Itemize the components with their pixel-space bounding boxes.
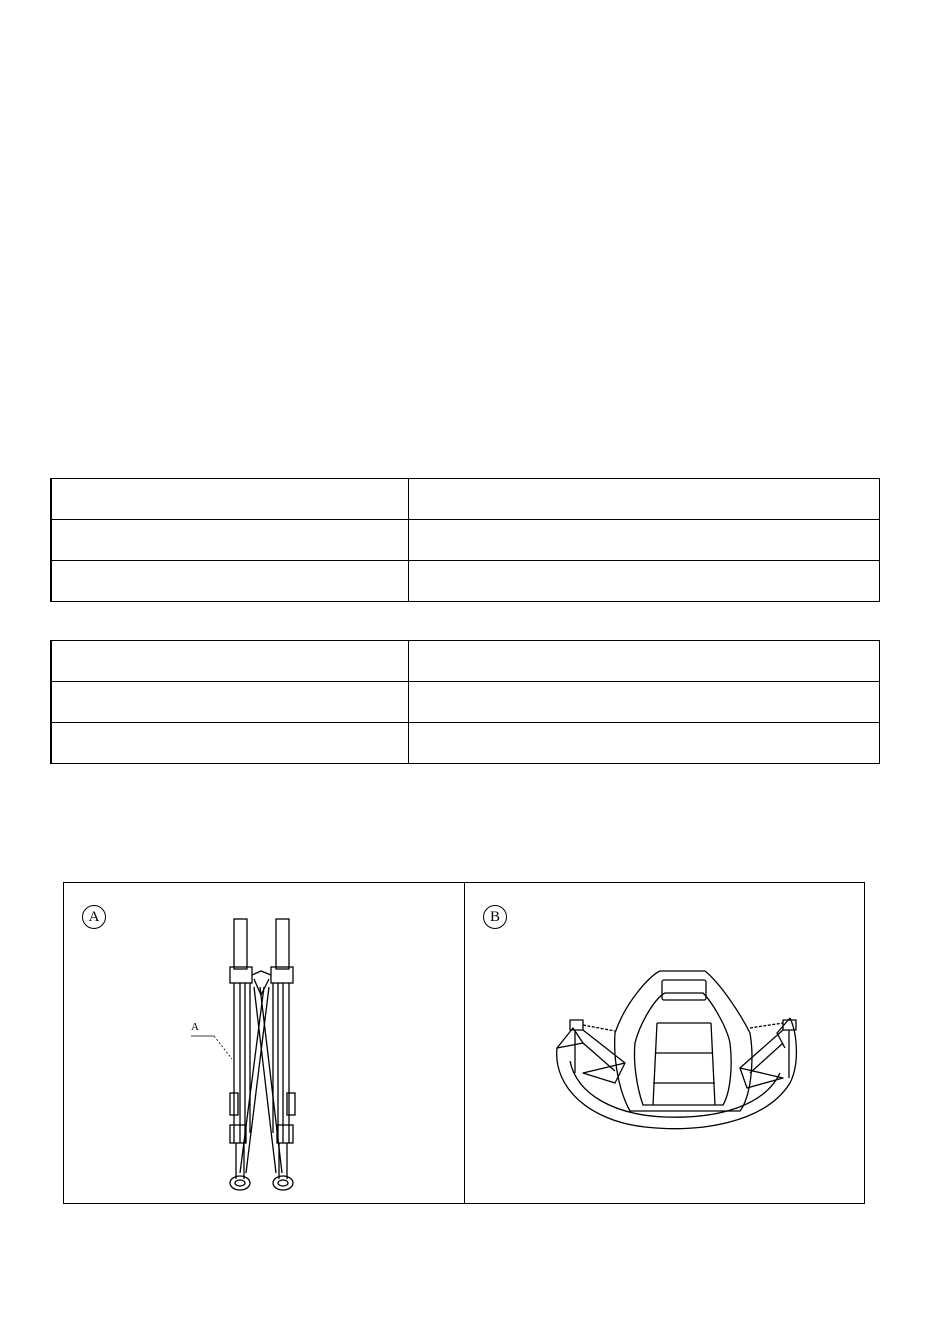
panel-marker-b: B <box>483 905 507 929</box>
table-row <box>51 479 880 520</box>
part-label-a: A <box>191 1021 199 1033</box>
spec-table-2 <box>50 640 880 764</box>
spec-table-1 <box>50 478 880 602</box>
table-row <box>51 561 880 602</box>
table-row <box>51 520 880 561</box>
table-cell-label <box>51 520 409 561</box>
table-cell-label <box>51 641 409 682</box>
table-cell-value <box>409 682 880 723</box>
table-row <box>51 641 880 682</box>
table-cell-value <box>409 641 880 682</box>
figure-panel-a <box>64 883 465 1203</box>
table-row <box>51 682 880 723</box>
table-cell-label <box>51 682 409 723</box>
table-cell-value <box>409 723 880 764</box>
figure-panel-b <box>465 883 866 1203</box>
folded-frame-drawing <box>64 883 464 1203</box>
table-cell-label <box>51 561 409 602</box>
figure-panels <box>63 882 865 1204</box>
table-cell-value <box>409 520 880 561</box>
table-row <box>51 723 880 764</box>
table-cell-label <box>51 723 409 764</box>
table-cell-label <box>51 479 409 520</box>
table-cell-value <box>409 479 880 520</box>
chair-seat-drawing <box>465 883 865 1203</box>
table-cell-value <box>409 561 880 602</box>
panel-marker-a: A <box>82 905 106 929</box>
